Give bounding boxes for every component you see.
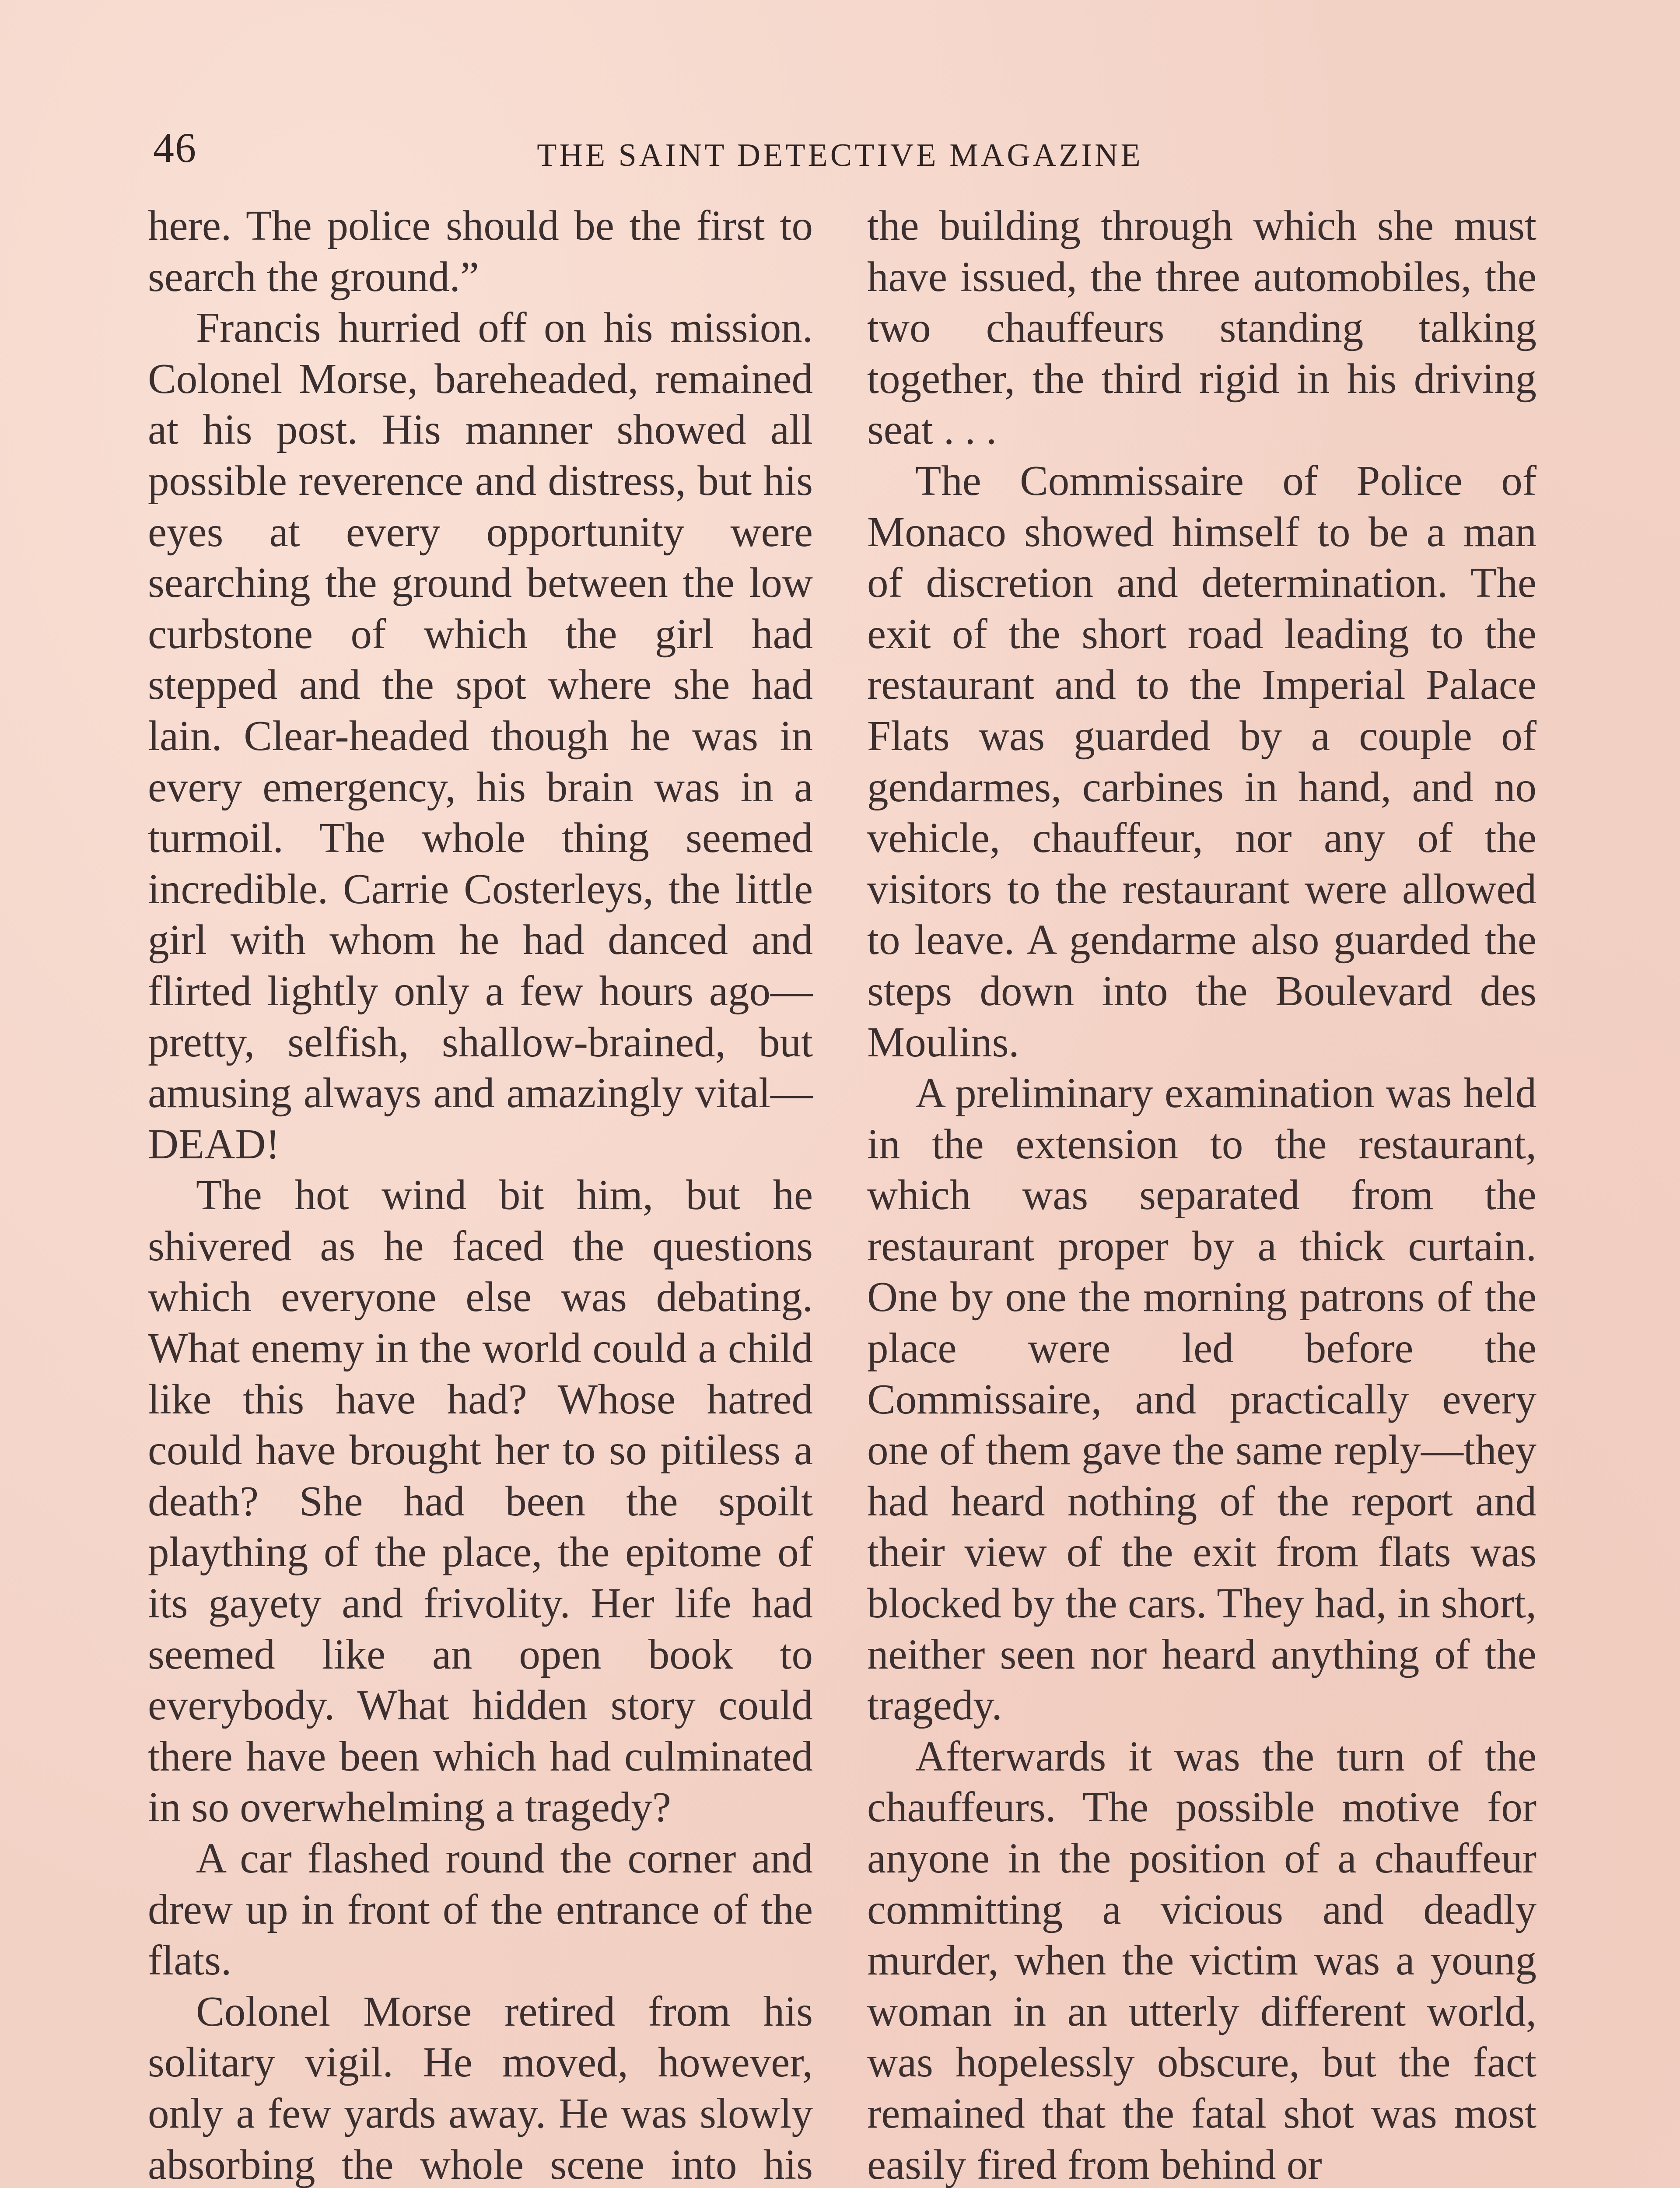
page-number: 46 — [153, 124, 197, 171]
paragraph: Colonel Morse retired from his solitary vigil. He moved, however, only a few yards away. He was slowly absorbing the whole scene into his — [148, 1988, 813, 2188]
left-column — [148, 200, 813, 2188]
paragraph: the building through which she must have issued, the three automobiles, the two chauffeurs standing talking together, the third rigid in his driving seat . . . — [867, 202, 1536, 453]
paragraph: A preliminary examination was held in the extension to the restaurant, which was separated from the restaurant proper by a thick curtain. One by one the morning patrons of the place were led before the Commissaire, and practically every one of them gave the same reply—they had heard nothing of the report and their view of the exit from flats was blocked by the cars. They had, in short, neither seen nor heard anything of the tragedy. — [867, 1069, 1536, 1729]
right-column — [867, 200, 1536, 2188]
paragraph: A car flashed round the corner and drew up in front of the entrance of the flats. — [148, 1835, 813, 1984]
running-head: THE SAINT DETECTIVE MAGAZINE — [537, 137, 1143, 173]
paragraph: The Commissaire of Police of Monaco showed himself to be a man of discretion and determination. The exit of the short road leading to the restaurant and to the Imperial Palace Flats was guarded by a couple of gendarmes, carbines in hand, and no vehicle, chauffeur, nor any of the visitors to the restaurant were allowed to leave. A gendarme also guarded the steps down into the Boulevard des Moulins. — [867, 457, 1536, 1066]
paragraph: here. The police should be the first to search the ground.” — [148, 202, 813, 300]
paragraph: The hot wind bit him, but he shivered as he faced the questions which everyone else was debating. What enemy in the world could a child like this have had? Whose hatred could have brought her to so pitiless a death? She had been the spoilt plaything of the place, the epitome of its gayety and frivolity. Her life had seemed like an open book to everybody. What hidden story could there have been which had culminated in so overwhelming a tragedy? — [148, 1171, 813, 1831]
paragraph: Francis hurried off on his mission. Colonel Morse, bareheaded, remained at his post. His manner showed all possible reverence and distress, but his eyes at every opportunity were searching the ground between the low curbstone of which the girl had stepped and the spot where she had lain. Clear-headed though he was in every emergency, his brain was in a turmoil. The whole thing seemed incredible. Carrie Costerleys, the little girl with whom he had danced and flirted lightly only a few hours ago—pretty, selfish, shallow-brained, but amusing always and amazingly vital—DEAD! — [148, 304, 813, 1168]
paragraph: Afterwards it was the turn of the chauffeurs. The possible motive for anyone in the position of a chauffeur committing a vicious and deadly murder, when the victim was a young woman in an utterly different world, was hopelessly obscure, but the fact remained that the fatal shot was most easily fired from behind or — [867, 1732, 1536, 2188]
